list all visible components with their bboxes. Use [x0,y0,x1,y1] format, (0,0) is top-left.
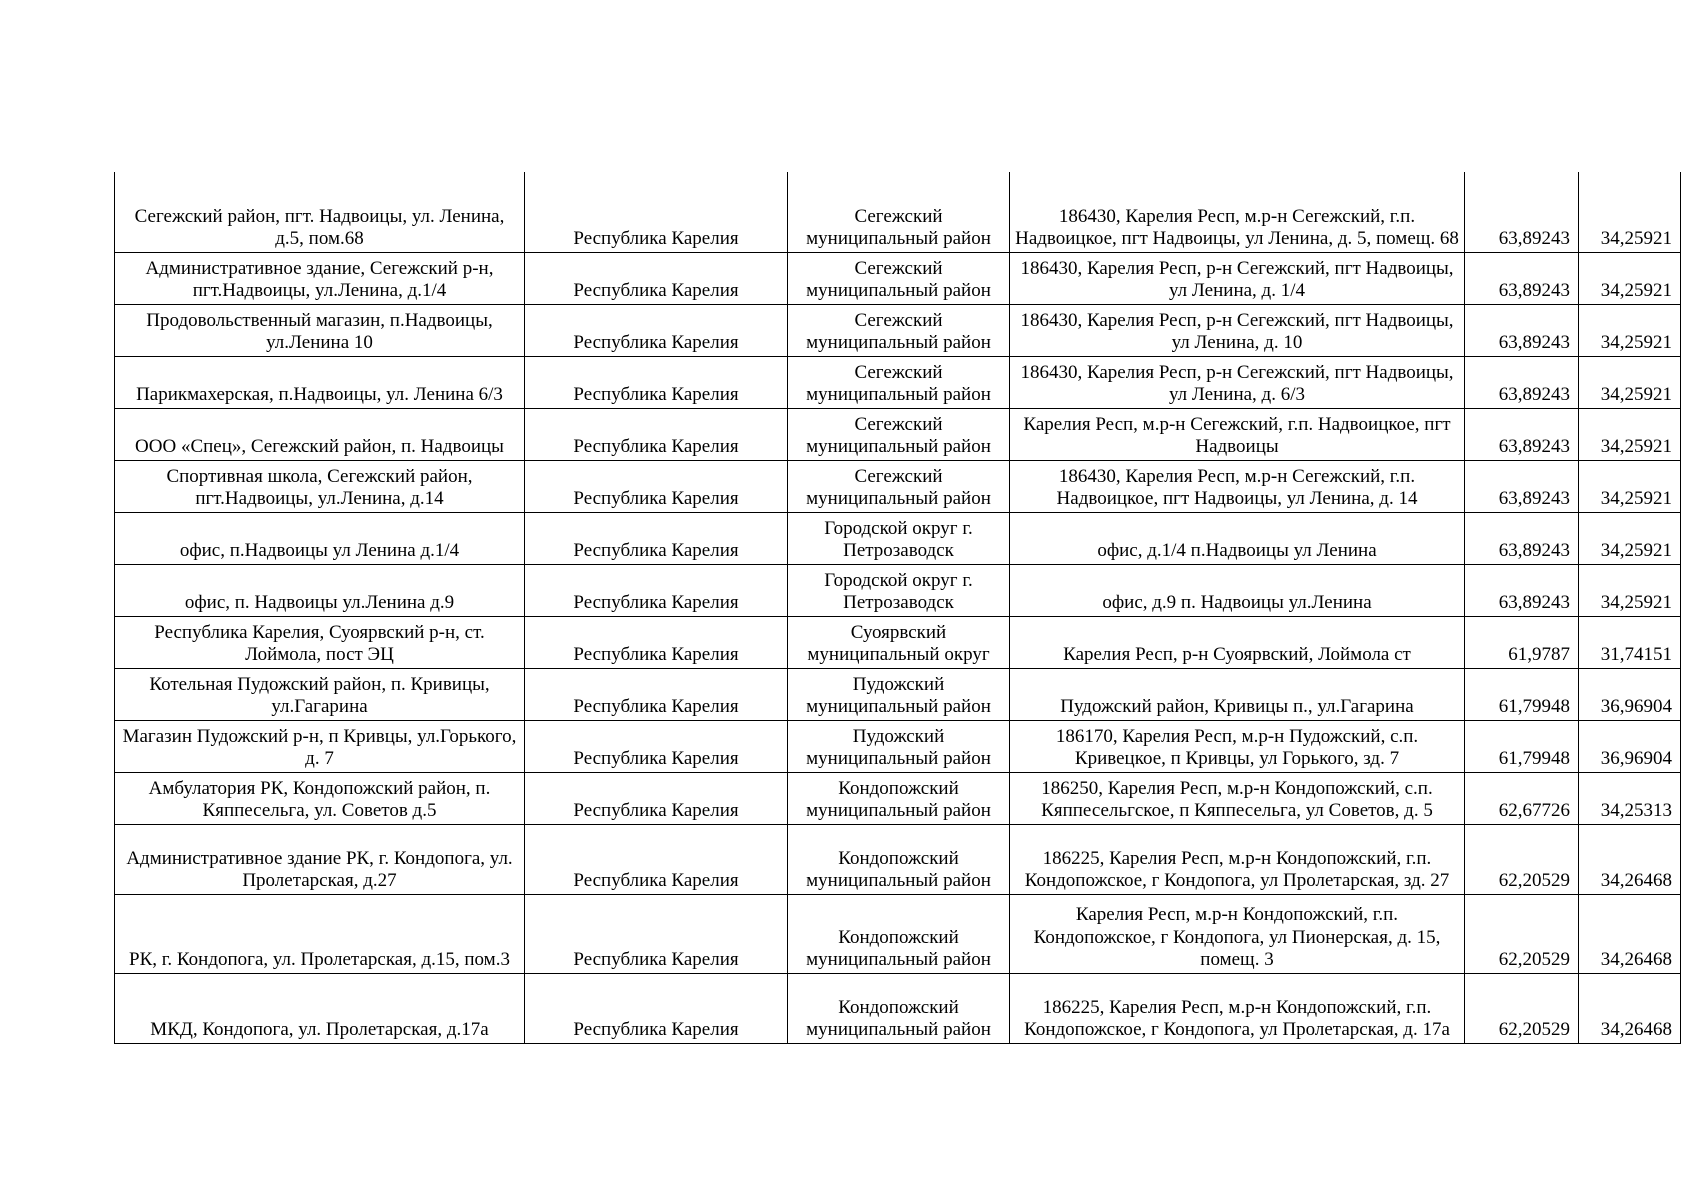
municipality-cell: Сегежский муниципальный район [788,252,1010,304]
object-name-cell: офис, п. Надвоицы ул.Ленина д.9 [115,564,525,616]
table-row [115,668,1681,720]
region-cell: Республика Карелия [525,460,788,512]
object-name-cell: Парикмахерская, п.Надвоицы, ул. Ленина 6/3 [115,356,525,408]
object-name-cell: МКД, Кондопога, ул. Пролетарская, д.17а [115,973,525,1043]
region-cell: Республика Карелия [525,564,788,616]
table-row [115,973,1681,1043]
table-row [115,772,1681,824]
latitude-cell: 62,20529 [1465,973,1579,1043]
object-name-cell: Республика Карелия, Суоярвский р-н, ст. Лоймола, пост ЭЦ [115,616,525,668]
object-name-cell: Административное здание, Сегежский р-н, пгт.Надвоицы, ул.Ленина, д.1/4 [115,252,525,304]
region-cell: Республика Карелия [525,356,788,408]
longitude-cell: 34,25921 [1579,304,1681,356]
latitude-cell: 63,89243 [1465,460,1579,512]
latitude-cell: 63,89243 [1465,172,1579,252]
object-name-cell: РК, г. Кондопога, ул. Пролетарская, д.15, пом.3 [115,894,525,973]
municipality-cell: Сегежский муниципальный район [788,460,1010,512]
object-name-cell: ООО «Спец», Сегежский район, п. Надвоицы [115,408,525,460]
address-cell: 186170, Карелия Респ, м.р-н Пудожский, с.п. Кривецкое, п Кривцы, ул Горького, зд. 7 [1010,720,1465,772]
region-cell: Республика Карелия [525,824,788,894]
address-cell: 186430, Карелия Респ, м.р-н Сегежский, г.п. Надвоицкое, пгт Надвоицы, ул Ленина, д. 5, помещ. 68 [1010,172,1465,252]
latitude-cell: 63,89243 [1465,252,1579,304]
longitude-cell: 34,26468 [1579,894,1681,973]
object-name-cell: Амбулатория РК, Кондопожский район, п. Кяппесельга, ул. Советов д.5 [115,772,525,824]
latitude-cell: 62,20529 [1465,894,1579,973]
municipality-cell: Сегежский муниципальный район [788,172,1010,252]
latitude-cell: 63,89243 [1465,408,1579,460]
latitude-cell: 63,89243 [1465,304,1579,356]
longitude-cell: 34,25921 [1579,460,1681,512]
region-cell: Республика Карелия [525,616,788,668]
latitude-cell: 63,89243 [1465,512,1579,564]
table-row [115,356,1681,408]
longitude-cell: 36,96904 [1579,668,1681,720]
table-row [115,720,1681,772]
address-cell: 186225, Карелия Респ, м.р-н Кондопожский, г.п. Кондопожское, г Кондопога, ул Пролетарская, д. 17а [1010,973,1465,1043]
longitude-cell: 34,25921 [1579,172,1681,252]
municipality-cell: Суоярвский муниципальный округ [788,616,1010,668]
table-body [115,172,1681,1043]
municipality-cell: Кондопожский муниципальный район [788,824,1010,894]
longitude-cell: 34,25921 [1579,408,1681,460]
table-row [115,512,1681,564]
longitude-cell: 34,25921 [1579,512,1681,564]
address-cell: 186430, Карелия Респ, р-н Сегежский, пгт Надвоицы, ул Ленина, д. 10 [1010,304,1465,356]
latitude-cell: 61,9787 [1465,616,1579,668]
latitude-cell: 61,79948 [1465,720,1579,772]
latitude-cell: 63,89243 [1465,564,1579,616]
address-cell: 186430, Карелия Респ, р-н Сегежский, пгт Надвоицы, ул Ленина, д. 1/4 [1010,252,1465,304]
region-cell: Республика Карелия [525,772,788,824]
object-name-cell: Административное здание РК, г. Кондопога, ул. Пролетарская, д.27 [115,824,525,894]
table-row [115,408,1681,460]
municipality-cell: Кондопожский муниципальный район [788,973,1010,1043]
municipality-cell: Сегежский муниципальный район [788,304,1010,356]
longitude-cell: 31,74151 [1579,616,1681,668]
address-cell: 186225, Карелия Респ, м.р-н Кондопожский, г.п. Кондопожское, г Кондопога, ул Пролетарская, зд. 27 [1010,824,1465,894]
address-cell: Карелия Респ, р-н Суоярвский, Лоймола ст [1010,616,1465,668]
address-cell: 186430, Карелия Респ, м.р-н Сегежский, г.п. Надвоицкое, пгт Надвоицы, ул Ленина, д. 14 [1010,460,1465,512]
latitude-cell: 62,20529 [1465,824,1579,894]
address-table [114,172,1681,1044]
address-cell: 186430, Карелия Респ, р-н Сегежский, пгт Надвоицы, ул Ленина, д. 6/3 [1010,356,1465,408]
longitude-cell: 34,25921 [1579,356,1681,408]
table-row [115,460,1681,512]
longitude-cell: 34,26468 [1579,973,1681,1043]
region-cell: Республика Карелия [525,304,788,356]
latitude-cell: 62,67726 [1465,772,1579,824]
longitude-cell: 34,25921 [1579,564,1681,616]
table-row [115,172,1681,252]
municipality-cell: Городской округ г. Петрозаводск [788,564,1010,616]
object-name-cell: Сегежский район, пгт. Надвоицы, ул. Ленина, д.5, пом.68 [115,172,525,252]
address-cell: офис, д.9 п. Надвоицы ул.Ленина [1010,564,1465,616]
address-cell: 186250, Карелия Респ, м.р-н Кондопожский, с.п. Кяппесельгское, п Кяппесельга, ул Советов, д. 5 [1010,772,1465,824]
municipality-cell: Кондопожский муниципальный район [788,772,1010,824]
municipality-cell: Кондопожский муниципальный район [788,894,1010,973]
table-row [115,824,1681,894]
region-cell: Республика Карелия [525,894,788,973]
longitude-cell: 36,96904 [1579,720,1681,772]
object-name-cell: офис, п.Надвоицы ул Ленина д.1/4 [115,512,525,564]
table-row [115,304,1681,356]
table-row [115,564,1681,616]
municipality-cell: Сегежский муниципальный район [788,356,1010,408]
municipality-cell: Пудожский муниципальный район [788,720,1010,772]
latitude-cell: 63,89243 [1465,356,1579,408]
longitude-cell: 34,26468 [1579,824,1681,894]
longitude-cell: 34,25313 [1579,772,1681,824]
region-cell: Республика Карелия [525,252,788,304]
region-cell: Республика Карелия [525,720,788,772]
region-cell: Республика Карелия [525,973,788,1043]
table-row [115,616,1681,668]
address-cell: офис, д.1/4 п.Надвоицы ул Ленина [1010,512,1465,564]
object-name-cell: Магазин Пудожский р-н, п Кривцы, ул.Горького, д. 7 [115,720,525,772]
longitude-cell: 34,25921 [1579,252,1681,304]
municipality-cell: Городской округ г. Петрозаводск [788,512,1010,564]
municipality-cell: Пудожский муниципальный район [788,668,1010,720]
municipality-cell: Сегежский муниципальный район [788,408,1010,460]
region-cell: Республика Карелия [525,668,788,720]
table-row [115,894,1681,973]
table-row [115,252,1681,304]
address-cell: Пудожский район, Кривицы п., ул.Гагарина [1010,668,1465,720]
object-name-cell: Котельная Пудожский район, п. Кривицы, ул.Гагарина [115,668,525,720]
region-cell: Республика Карелия [525,512,788,564]
region-cell: Республика Карелия [525,408,788,460]
address-cell: Карелия Респ, м.р-н Кондопожский, г.п. Кондопожское, г Кондопога, ул Пионерская, д. 15, помещ. 3 [1010,894,1465,973]
latitude-cell: 61,79948 [1465,668,1579,720]
object-name-cell: Продовольственный магазин, п.Надвоицы, ул.Ленина 10 [115,304,525,356]
object-name-cell: Спортивная школа, Сегежский район, пгт.Надвоицы, ул.Ленина, д.14 [115,460,525,512]
address-cell: Карелия Респ, м.р-н Сегежский, г.п. Надвоицкое, пгт Надвоицы [1010,408,1465,460]
region-cell: Республика Карелия [525,172,788,252]
